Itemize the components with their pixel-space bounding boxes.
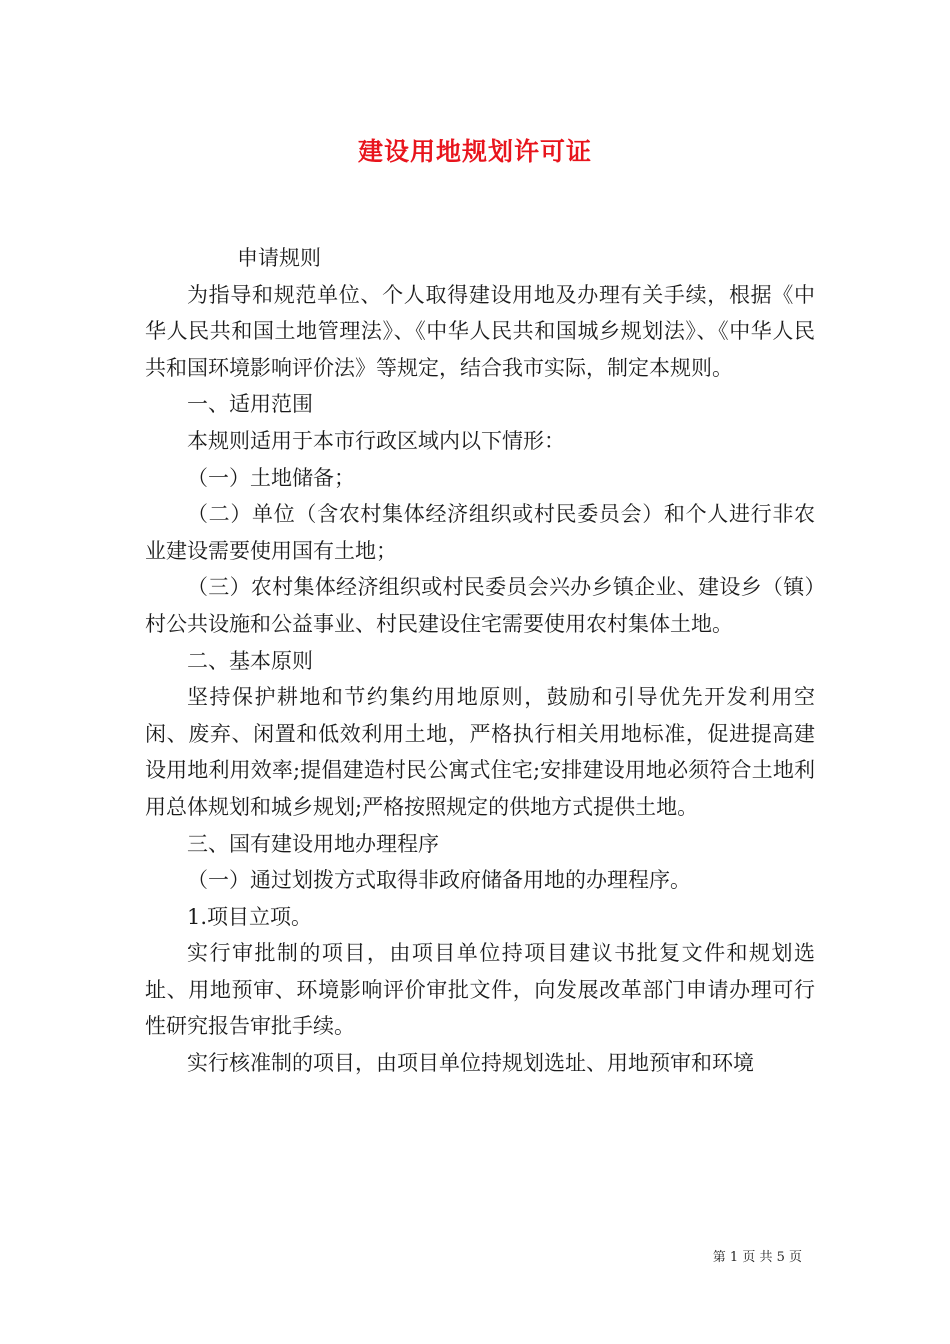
body-paragraph: （一）通过划拨方式取得非政府储备用地的办理程序。 [187,868,691,893]
body-paragraph: 坚持保护耕地和节约集约用地原则，鼓励和引导优先开发利用空闲、废弃、闲置和低效利用土地，严格执行相关用地标准，促进提高建设用地利用效率;提倡建造村民公寓式住宅;安排建设用地必须符合土地利用总体规划和城乡规划;严格按照规定的供地方式提供土地。 [145,685,815,819]
body-paragraph: 实行审批制的项目，由项目单位持项目建议书批复文件和规划选址、用地预审、环境影响评价审批文件，向发展改革部门申请办理可行性研究报告审批手续。 [145,941,815,1039]
body-paragraph: 本规则适用于本市行政区域内以下情形： [187,428,565,453]
page-number-footer: 第 1 页 共 5 页 [712,1250,802,1265]
body-paragraph: （三）农村集体经济组织或村民委员会兴办乡镇企业、建设乡（镇）村公共设施和公益事业、村民建设住宅需要使用农村集体土地。 [145,575,815,636]
body-paragraph: 为指导和规范单位、个人取得建设用地及办理有关手续，根据《中华人民共和国土地管理法》、《中华人民共和国城乡规划法》、《中华人民共和国环境影响评价法》等规定，结合我市实际，制定本规则。 [145,282,815,380]
body-paragraph: 申请规则 [237,246,321,270]
document-title: 建设用地规划许可证 [357,137,592,166]
body-paragraph: 三、国有建设用地办理程序 [187,831,439,856]
body-paragraph: （一）土地储备； [187,465,355,490]
body-paragraph: （二）单位（含农村集体经济组织或村民委员会）和个人进行非农业建设需要使用国有土地； [145,502,815,563]
body-paragraph: 1.项目立项。 [187,904,313,929]
body-paragraph: 实行核准制的项目，由项目单位持规划选址、用地预审和环境 [187,1051,754,1076]
body-paragraph: 二、基本原则 [187,648,313,673]
document-body [145,240,815,1082]
body-paragraph: 一、适用范围 [187,392,313,417]
